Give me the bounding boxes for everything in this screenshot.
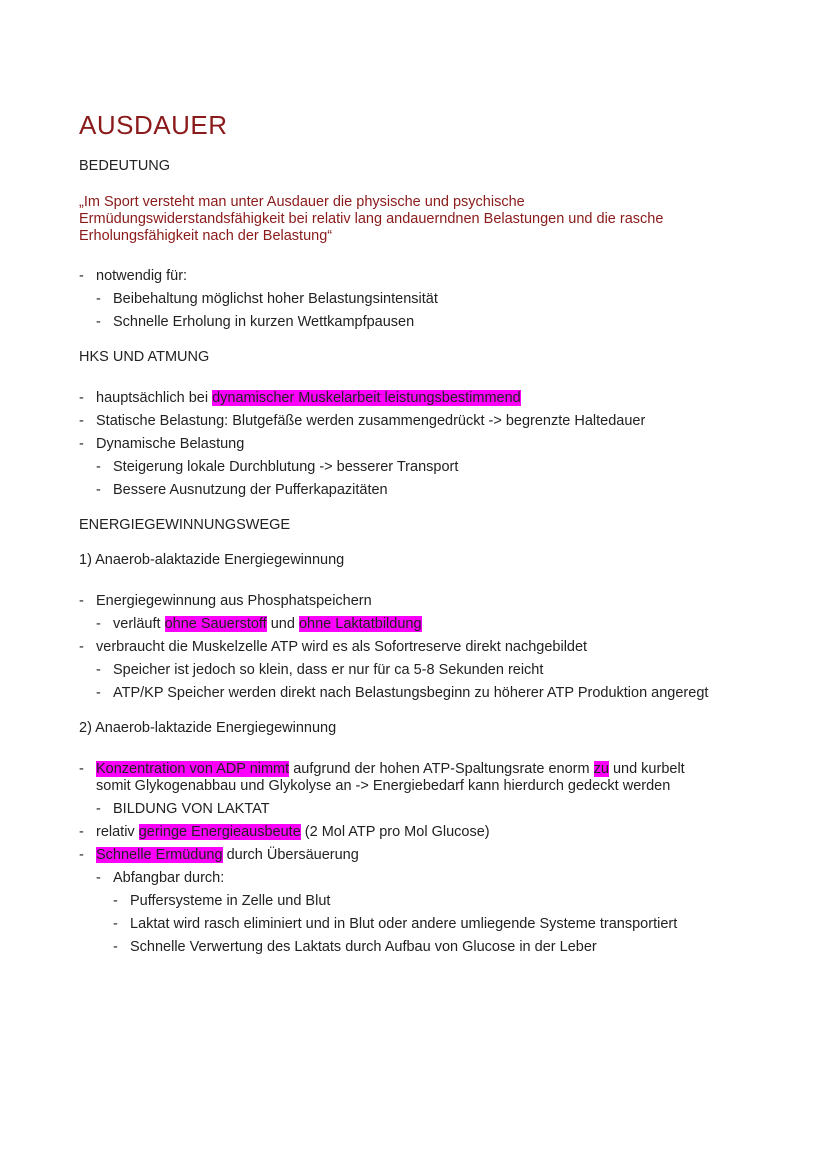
bullet-dash: - <box>79 847 84 863</box>
bullet-dash: - <box>79 593 84 609</box>
list-item <box>96 847 359 863</box>
list-item: Schnelle Verwertung des Laktats durch Aufbau von Glucose in der Leber <box>130 939 597 955</box>
bullet-dash: - <box>113 916 118 932</box>
bullet-dash: - <box>96 291 101 307</box>
subsection-heading-2: 2) Anaerob-laktazide Energiegewinnung <box>79 720 337 736</box>
list-item: Beibehaltung möglichst hoher Belastungsintensität <box>113 291 438 307</box>
bullet-dash: - <box>79 639 84 655</box>
list-item <box>113 616 422 632</box>
text-run: hauptsächlich bei <box>96 390 213 406</box>
highlighted-text: Konzentration von ADP nimmt <box>96 761 290 777</box>
list-item: Speicher ist jedoch so klein, dass er nur für ca 5-8 Sekunden reicht <box>113 662 544 678</box>
bullet-dash: - <box>113 939 118 955</box>
list-item: Statische Belastung: Blutgefäße werden zusammengedrückt -> begrenzte Haltedauer <box>96 413 646 429</box>
bullet-dash: - <box>96 459 101 475</box>
definition-quote: „Im Sport versteht man unter Ausdauer die physische und psychische Ermüdungswiderstandsfähigkeit bei relativ lang andauerndnen Belastungen und die rasche Erholungsfähigkeit nach der Belastung“ <box>79 194 664 244</box>
bullet-dash: - <box>96 314 101 330</box>
highlighted-text: ohne Sauerstoff <box>164 616 267 632</box>
highlighted-text: zu <box>593 761 609 777</box>
list-item: ATP/KP Speicher werden direkt nach Belastungsbeginn zu höherer ATP Produktion angeregt <box>113 685 709 701</box>
bullet-dash: - <box>79 824 84 840</box>
section-heading-bedeutung: BEDEUTUNG <box>79 158 171 174</box>
list-item: Abfangbar durch: <box>113 870 225 886</box>
section-heading-hks: HKS UND ATMUNG <box>79 349 210 365</box>
section-heading-energie: ENERGIEGEWINNUNGSWEGE <box>79 517 291 533</box>
list-item: Laktat wird rasch eliminiert und in Blut oder andere umliegende Systeme transportiert <box>130 916 678 932</box>
bullet-dash: - <box>96 616 101 632</box>
text-run: und kurbelt <box>608 761 685 777</box>
list-item: Dynamische Belastung <box>96 436 245 452</box>
bullet-dash: - <box>96 870 101 886</box>
text-run: aufgrund der hohen ATP-Spaltungsrate enorm <box>289 761 594 777</box>
bullet-dash: - <box>96 685 101 701</box>
list-item: notwendig für: <box>96 268 188 284</box>
highlighted-text: Schnelle Ermüdung <box>96 847 223 863</box>
highlighted-text: ohne Laktatbildung <box>298 616 422 632</box>
text-run: (2 Mol ATP pro Mol Glucose) <box>300 824 490 840</box>
list-item: Steigerung lokale Durchblutung -> besserer Transport <box>113 459 459 475</box>
bullet-dash: - <box>96 662 101 678</box>
list-item: Energiegewinnung aus Phosphatspeichern <box>96 593 372 609</box>
bullet-dash: - <box>79 436 84 452</box>
highlighted-text: dynamischer Muskelarbeit leistungsbestimmend <box>212 390 521 406</box>
bullet-dash: - <box>79 268 84 284</box>
bullet-dash: - <box>79 390 84 406</box>
text-run: relativ <box>96 824 139 840</box>
highlighted-text: geringe Energieausbeute <box>138 824 301 840</box>
list-item: Bessere Ausnutzung der Pufferkapazitäten <box>113 482 388 498</box>
text-run: durch Übersäuerung <box>222 847 359 863</box>
list-item: verbraucht die Muskelzelle ATP wird es als Sofortreserve direkt nachgebildet <box>96 639 588 655</box>
list-item: Puffersysteme in Zelle und Blut <box>130 893 331 909</box>
bullet-dash: - <box>96 801 101 817</box>
text-run: verläuft <box>113 616 165 632</box>
bullet-dash: - <box>79 761 84 777</box>
text-run: somit Glykogenabbau und Glykolyse an -> Energiebedarf kann hierdurch gedeckt werden <box>96 778 671 794</box>
page-title: AUSDAUER <box>79 110 228 140</box>
list-item: BILDUNG VON LAKTAT <box>113 801 270 817</box>
bullet-dash: - <box>79 413 84 429</box>
list-item <box>96 390 521 406</box>
list-item <box>96 761 746 795</box>
subsection-heading-1: 1) Anaerob-alaktazide Energiegewinnung <box>79 552 345 568</box>
bullet-dash: - <box>96 482 101 498</box>
text-run: und <box>266 616 299 632</box>
list-item: Schnelle Erholung in kurzen Wettkampfpausen <box>113 314 415 330</box>
bullet-dash: - <box>113 893 118 909</box>
list-item <box>96 824 490 840</box>
